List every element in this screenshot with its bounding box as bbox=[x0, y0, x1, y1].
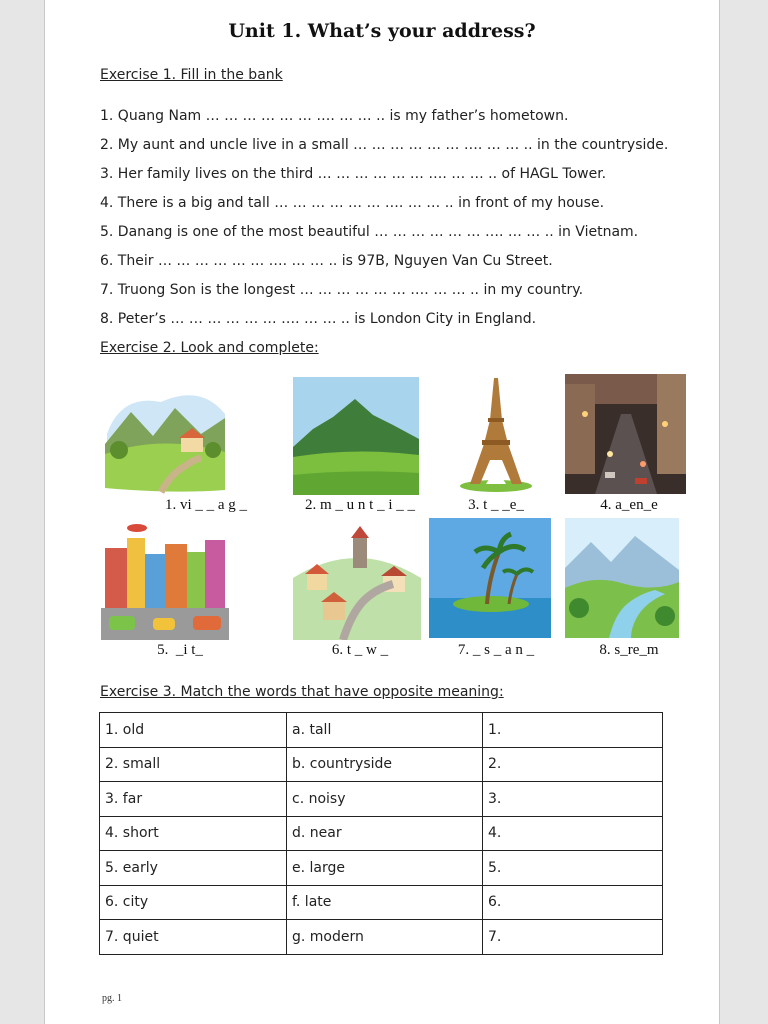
exercise-2-heading: Exercise 2. Look and complete: bbox=[100, 340, 319, 356]
table-row bbox=[100, 920, 663, 955]
matching-table bbox=[99, 712, 663, 955]
stream-image bbox=[565, 518, 679, 638]
opposite-cell: g. modern bbox=[287, 920, 483, 955]
opposite-cell: e. large bbox=[287, 851, 483, 886]
exercise-3-heading: Exercise 3. Match the words that have opposite meaning: bbox=[100, 684, 504, 700]
caption-6: 6. t _ w _ bbox=[331, 642, 389, 658]
village-image bbox=[101, 374, 229, 496]
opposite-cell: d. near bbox=[287, 816, 483, 851]
table-row bbox=[100, 713, 663, 748]
exercise-1-sentence: 7. Truong Son is the longest … … … … … … …. … … .. in my country. bbox=[100, 282, 584, 298]
table-row bbox=[100, 782, 663, 817]
exercise-1-sentence: 8. Peter’s … … … … … … …. … … .. is London City in England. bbox=[100, 311, 537, 327]
mountain-image bbox=[293, 377, 419, 495]
word-cell: 7. quiet bbox=[100, 920, 287, 955]
avenue-image bbox=[565, 374, 686, 494]
opposite-cell: b. countryside bbox=[287, 747, 483, 782]
opposite-cell: f. late bbox=[287, 885, 483, 920]
opposite-cell: c. noisy bbox=[287, 782, 483, 817]
worksheet-page bbox=[44, 0, 720, 1024]
exercise-1-heading: Exercise 1. Fill in the bank bbox=[100, 67, 283, 83]
caption-5: 5. _i t_ bbox=[157, 642, 203, 658]
exercise-1-sentence: 6. Their … … … … … … …. … … .. is 97B, Nguyen Van Cu Street. bbox=[100, 253, 553, 269]
caption-4: 4. a_en_e bbox=[600, 497, 658, 513]
caption-2: 2. m _ u n t _ i _ _ bbox=[304, 497, 415, 513]
caption-1: 1. vi _ _ a g _ bbox=[164, 497, 248, 513]
word-cell: 1. old bbox=[100, 713, 287, 748]
table-row bbox=[100, 747, 663, 782]
island-image bbox=[429, 518, 551, 638]
answer-cell[interactable]: 2. bbox=[483, 747, 663, 782]
city-image bbox=[101, 518, 229, 640]
exercise-1-sentence: 1. Quang Nam … … … … … … …. … … .. is my father’s hometown. bbox=[100, 108, 569, 124]
tower-image bbox=[432, 374, 560, 496]
table-row bbox=[100, 816, 663, 851]
word-cell: 5. early bbox=[100, 851, 287, 886]
town-image bbox=[293, 518, 421, 640]
word-cell: 6. city bbox=[100, 885, 287, 920]
exercise-1-sentence: 3. Her family lives on the third … … … … … … …. … … .. of HAGL Tower. bbox=[100, 166, 607, 182]
word-cell: 3. far bbox=[100, 782, 287, 817]
answer-cell[interactable]: 6. bbox=[483, 885, 663, 920]
caption-8: 8. s_re_m bbox=[599, 642, 659, 658]
exercise-1-sentence: 4. There is a big and tall … … … … … … …. … … .. in front of my house. bbox=[100, 195, 605, 211]
answer-cell[interactable]: 5. bbox=[483, 851, 663, 886]
page-title: Unit 1. What’s your address? bbox=[228, 20, 536, 42]
exercise-1-sentence: 2. My aunt and uncle live in a small … … … … … … …. … … .. in the countryside. bbox=[100, 137, 669, 153]
answer-cell[interactable]: 4. bbox=[483, 816, 663, 851]
table-row bbox=[100, 885, 663, 920]
answer-cell[interactable]: 1. bbox=[483, 713, 663, 748]
exercise-1-sentence: 5. Danang is one of the most beautiful … … … … … … …. … … .. in Vietnam. bbox=[100, 224, 639, 240]
answer-cell[interactable]: 3. bbox=[483, 782, 663, 817]
page-number: pg. 1 bbox=[102, 993, 122, 1004]
word-cell: 2. small bbox=[100, 747, 287, 782]
caption-3: 3. t _ _e_ bbox=[468, 497, 524, 513]
table-row bbox=[100, 851, 663, 886]
word-cell: 4. short bbox=[100, 816, 287, 851]
caption-7: 7. _ s _ a n _ bbox=[457, 642, 535, 658]
answer-cell[interactable]: 7. bbox=[483, 920, 663, 955]
opposite-cell: a. tall bbox=[287, 713, 483, 748]
